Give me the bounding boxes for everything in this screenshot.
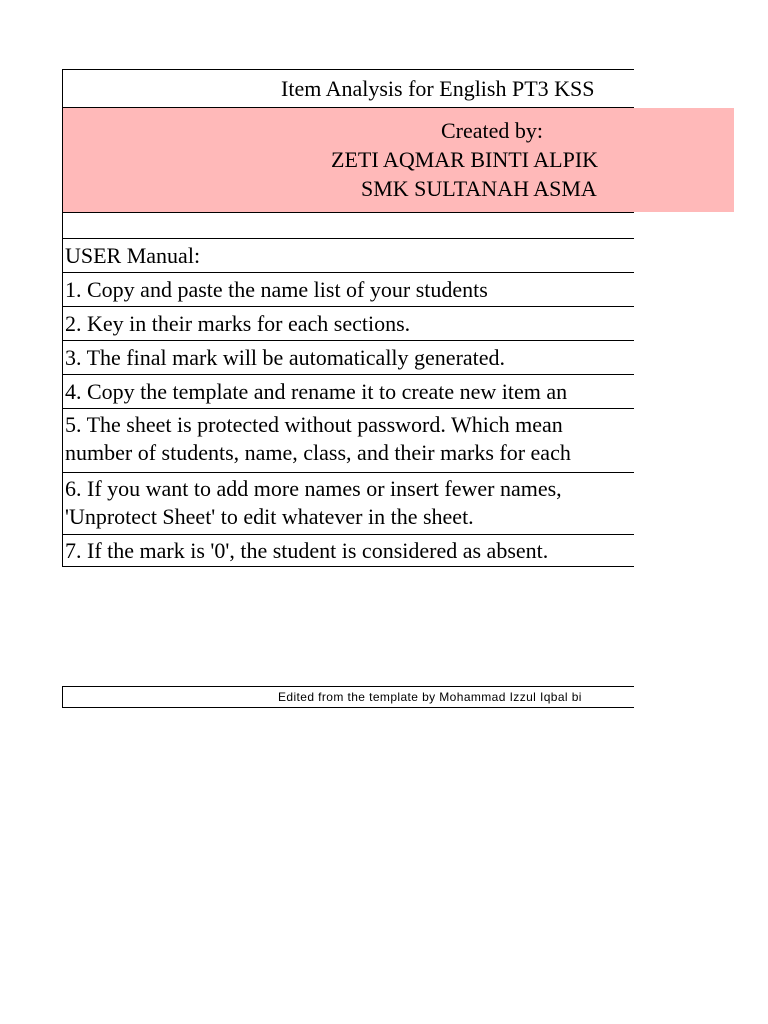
manual-heading: USER Manual: bbox=[65, 243, 201, 268]
creator-text-area bbox=[63, 108, 634, 212]
creator-school: SMK SULTANAH ASMA bbox=[361, 176, 597, 201]
sheet-title: Item Analysis for English PT3 KSS bbox=[281, 76, 595, 101]
manual-item-row[interactable] bbox=[62, 409, 634, 473]
footer-credit: Edited from the template by Mohammad Izzul Iqbal bi bbox=[278, 690, 582, 704]
manual-item-row[interactable] bbox=[62, 375, 634, 409]
manual-item-row[interactable] bbox=[62, 341, 634, 375]
blank-cell[interactable] bbox=[62, 212, 634, 239]
footer-credit-cell[interactable] bbox=[62, 686, 634, 708]
manual-heading-cell[interactable] bbox=[62, 239, 634, 273]
manual-item-row[interactable] bbox=[62, 535, 634, 567]
manual-item-row[interactable] bbox=[62, 273, 634, 307]
creator-name: ZETI AQMAR BINTI ALPIK bbox=[331, 147, 599, 172]
manual-item-text: 4. Copy the template and rename it to create new item an bbox=[65, 379, 568, 404]
manual-item-text: 5. The sheet is protected without password. Which mean bbox=[65, 412, 563, 437]
title-cell[interactable] bbox=[62, 69, 634, 108]
manual-item-row[interactable] bbox=[62, 473, 634, 535]
manual-item-text: 'Unprotect Sheet' to edit whatever in the sheet. bbox=[65, 504, 474, 529]
manual-item-text: number of students, name, class, and their marks for each bbox=[65, 440, 571, 465]
created-by-label: Created by: bbox=[441, 118, 544, 143]
manual-item-text: 2. Key in their marks for each sections. bbox=[65, 311, 411, 336]
manual-item-text: 3. The final mark will be automatically generated. bbox=[65, 345, 506, 370]
manual-item-text: 6. If you want to add more names or insert fewer names, bbox=[65, 476, 562, 501]
manual-item-text: 7. If the mark is '0', the student is considered as absent. bbox=[65, 538, 549, 563]
creator-info-cell[interactable] bbox=[62, 108, 734, 212]
manual-item-text: 1. Copy and paste the name list of your students bbox=[65, 277, 488, 302]
manual-item-row[interactable] bbox=[62, 307, 634, 341]
